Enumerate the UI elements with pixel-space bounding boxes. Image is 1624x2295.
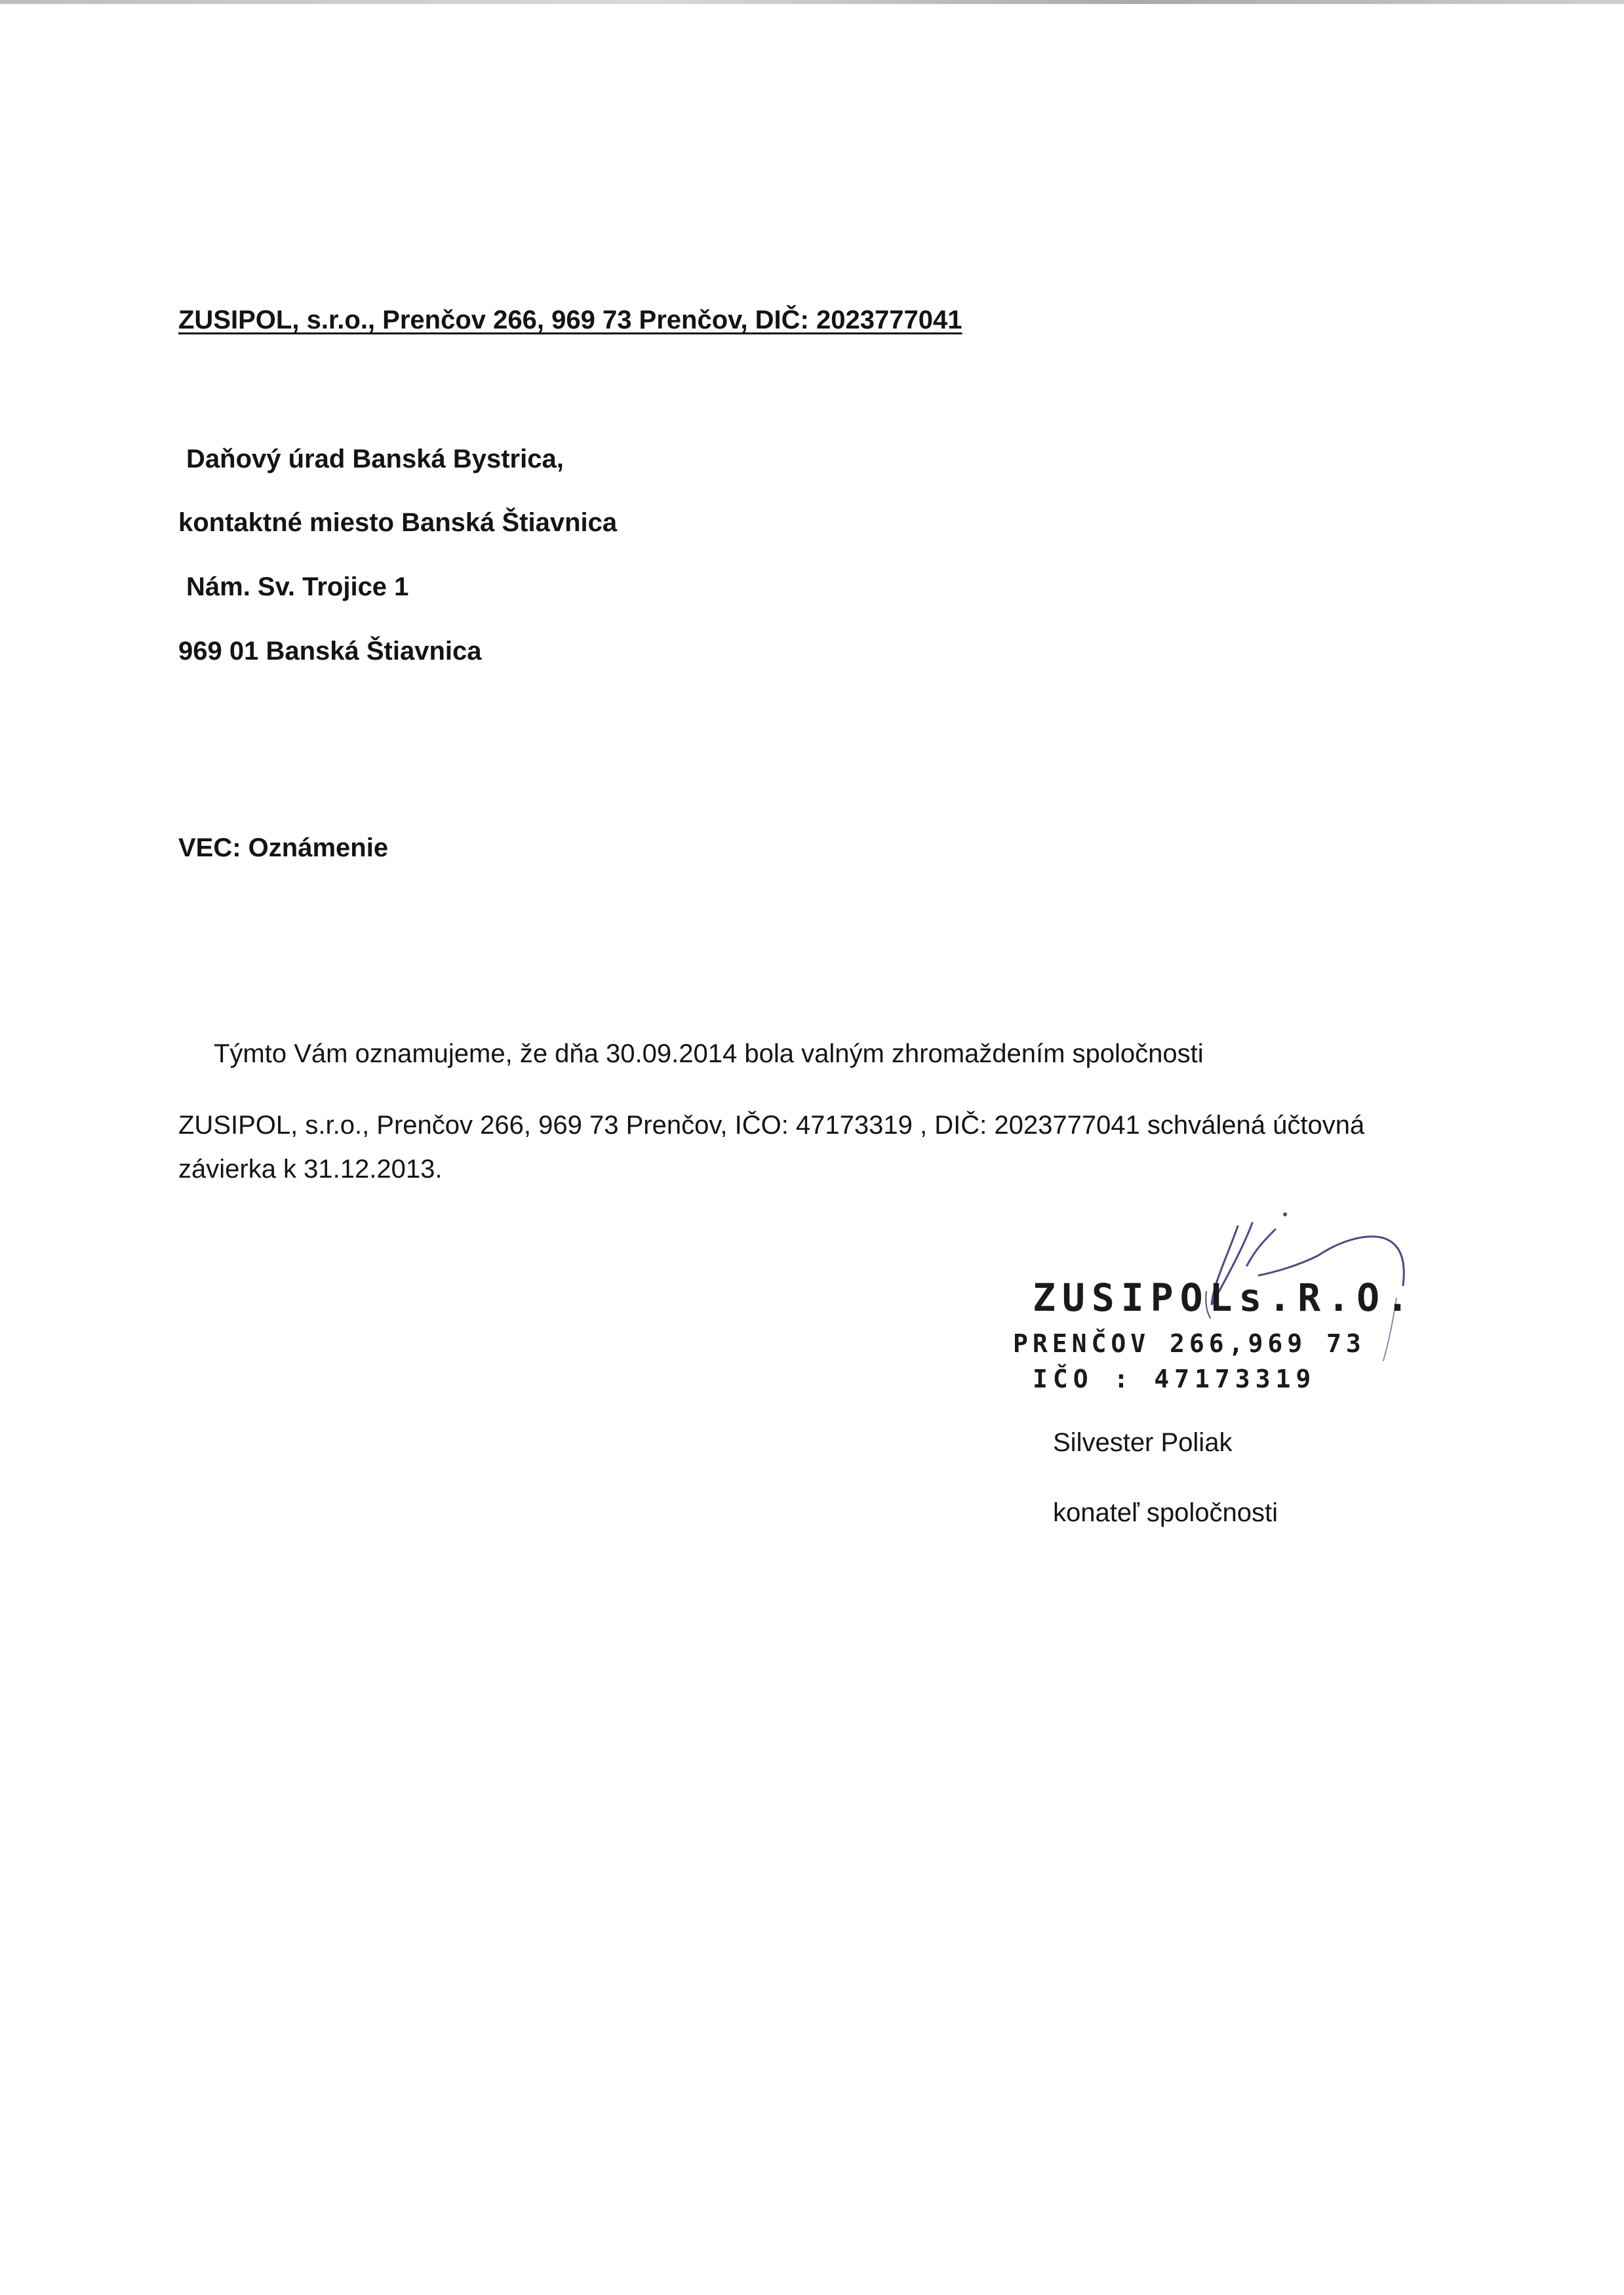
signatory-title: konateľ spoločnosti — [1053, 1498, 1278, 1527]
stamp-company-name: ZUSIPOLs.R.O. — [1033, 1275, 1416, 1320]
signatory-name: Silvester Poliak — [1053, 1428, 1233, 1457]
sender-header: ZUSIPOL, s.r.o., Prenčov 266, 969 73 Prenčov, DIČ: 2023777041 — [178, 306, 962, 334]
recipient-line-4: 969 01 Banská Štiavnica — [178, 637, 482, 666]
recipient-line-2: kontaktné miesto Banská Štiavnica — [178, 508, 618, 537]
subject-line: VEC: Oznámenie — [178, 833, 389, 862]
scan-edge — [0, 0, 1624, 4]
body-line-1: Týmto Vám oznamujeme, že dňa 30.09.2014 bola valným zhromaždením spoločnosti — [214, 1039, 1204, 1068]
recipient-line-1: Daňový úrad Banská Bystrica, — [186, 445, 564, 473]
body-line-3: závierka k 31.12.2013. — [178, 1155, 443, 1184]
stamp-address: PRENČOV 266,969 73 — [1013, 1329, 1366, 1358]
stamp-ico: IČO : 47173319 — [1033, 1365, 1317, 1393]
body-line-2: ZUSIPOL, s.r.o., Prenčov 266, 969 73 Prenčov, IČO: 47173319 , DIČ: 2023777041 schválená účtovná — [178, 1111, 1365, 1140]
recipient-line-3: Nám. Sv. Trojice 1 — [186, 572, 409, 601]
